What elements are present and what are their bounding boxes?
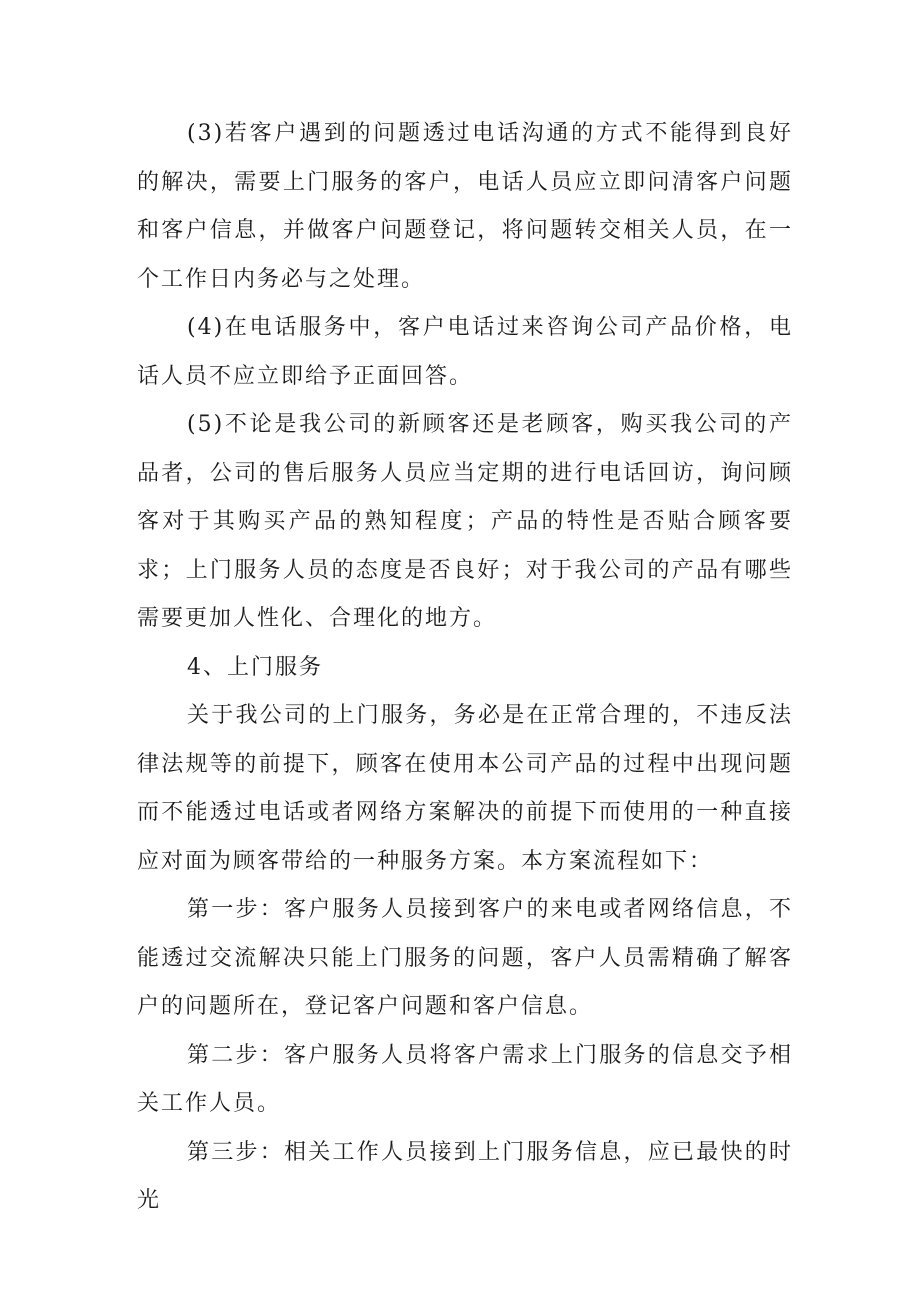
paragraph-item-5: (5)不论是我公司的新顾客还是老顾客，购买我公司的产品者，公司的售后服务人员应当定期的进行电话回访，询问顾客对于其购买产品的熟知程度；产品的特性是否贴合顾客要求；上门服务人员的态度是否良好；对于我公司的产品有哪些需要更加人性化、合理化的地方。 bbox=[137, 412, 793, 631]
document-page bbox=[137, 110, 793, 1226]
section-heading-onsite-service: 4、上门服务 bbox=[187, 654, 323, 680]
paragraph-onsite-intro: 关于我公司的上门服务，务必是在正常合理的，不违反法律法规等的前提下，顾客在使用本公司产品的过程中出现问题而不能透过电话或者网络方案解决的前提下而使用的一种直接应对面为顾客带给的一种服务方案。本方案流程如下： bbox=[137, 703, 793, 874]
paragraph-item-3: (3)若客户遇到的问题透过电话沟通的方式不能得到良好的解决，需要上门服务的客户，电话人员应立即问清客户问题和客户信息，并做客户问题登记，将问题转交相关人员，在一个工作日内务必与之处理。 bbox=[137, 121, 793, 292]
paragraph-step-2: 第二步：客户服务人员将客户需求上门服务的信息交予相关工作人员。 bbox=[137, 1042, 793, 1116]
paragraph-item-4: (4)在电话服务中，客户电话过来咨询公司产品价格，电话人员不应立即给予正面回答。 bbox=[137, 315, 793, 389]
paragraph-step-3: 第三步：相关工作人员接到上门服务信息，应已最快的时光 bbox=[137, 1139, 793, 1213]
paragraph-step-1: 第一步：客户服务人员接到客户的来电或者网络信息，不能透过交流解决只能上门服务的问题，客户人员需精确了解客户的问题所在，登记客户问题和客户信息。 bbox=[137, 897, 793, 1019]
